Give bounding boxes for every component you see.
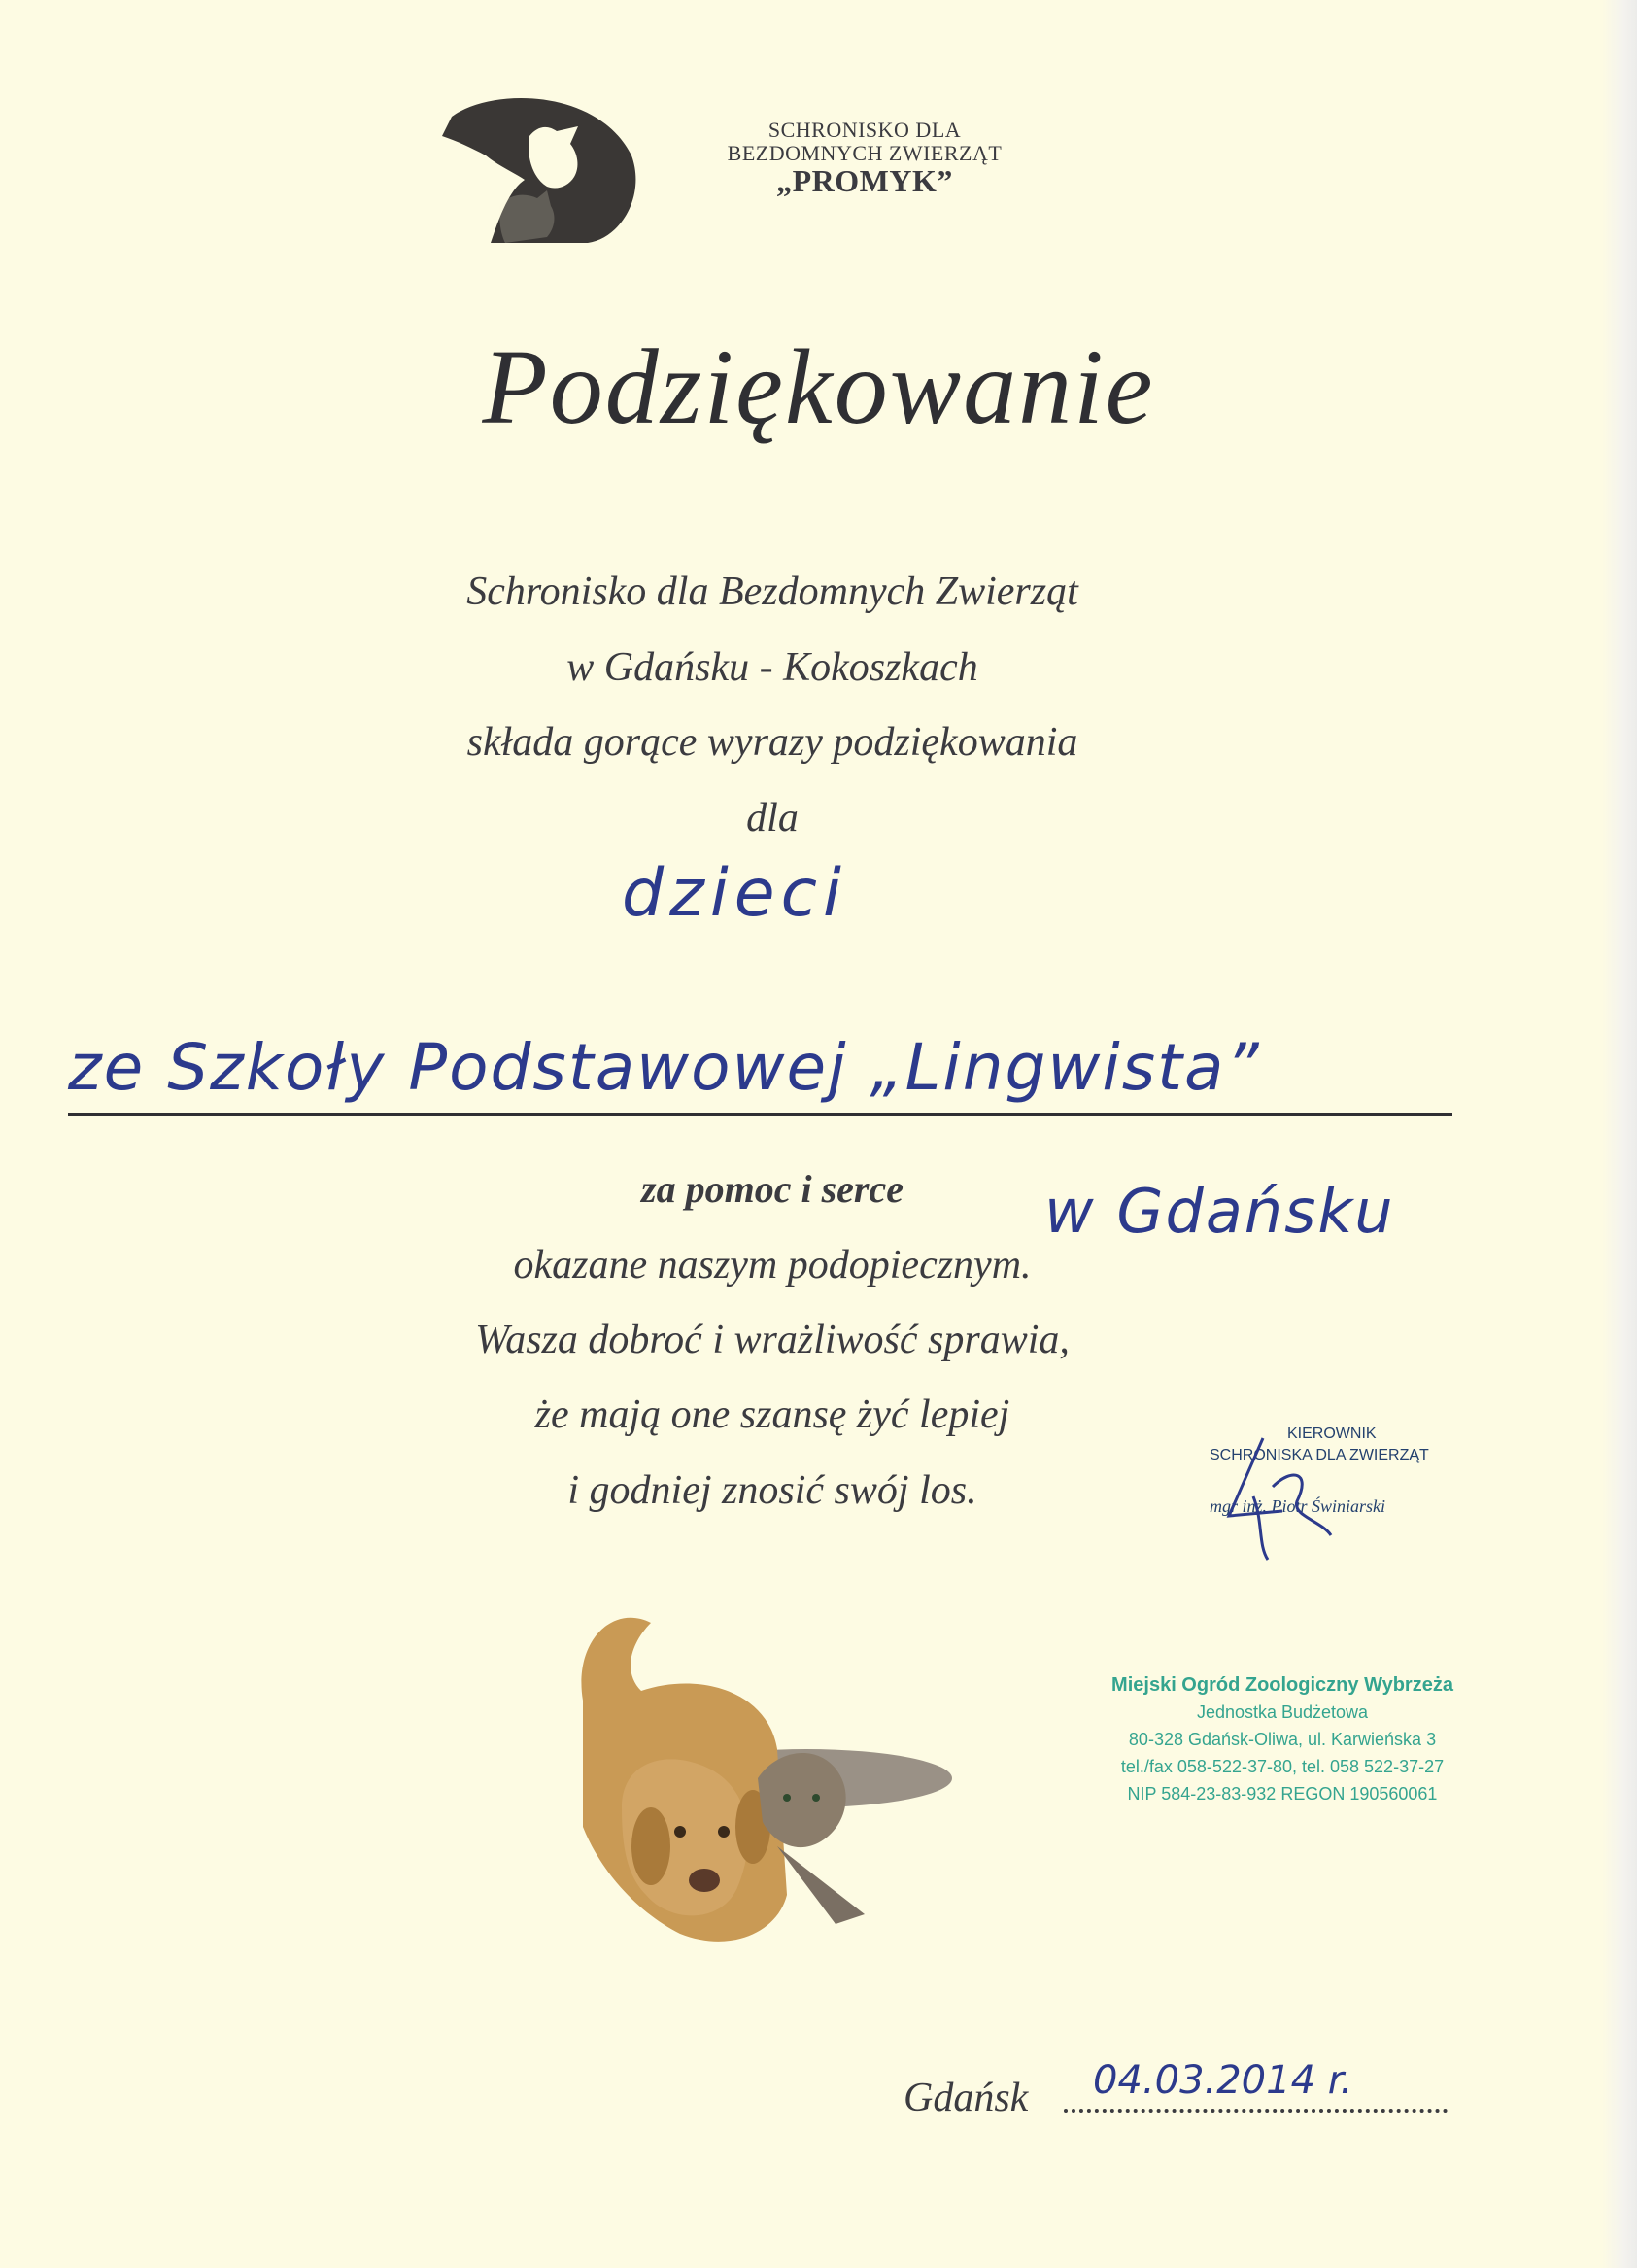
date-dotted-line <box>1064 2109 1448 2113</box>
zoo-stamp-line1: Miejski Ogród Zoologiczny Wybrzeża <box>1111 1674 1453 1696</box>
stamp-line2: SCHRONISKA DLA ZWIERZĄT <box>1210 1447 1429 1463</box>
zoo-stamp-line4: tel./fax 058-522-37-80, tel. 058 522-37-27 <box>1120 1757 1445 1776</box>
handwritten-recipient2: ze Szkoły Podstawowej „Lingwista” <box>68 1030 1261 1105</box>
organization-header <box>661 118 1069 198</box>
body-line1: Schronisko dla Bezdomnych Zwierząt <box>466 569 1078 614</box>
certificate-title: Podziękowanie <box>482 327 1155 446</box>
org-line1: SCHRONISKO DLA <box>767 118 962 142</box>
handwritten-recipient1: dzieci <box>622 855 847 932</box>
stamp-line1: KIEROWNIK <box>1287 1426 1377 1442</box>
body-line4: dla <box>746 796 799 841</box>
body-line3: składa gorące wyrazy podziękowania <box>466 720 1078 765</box>
recipient-underline <box>68 1113 1452 1116</box>
bold-line: za pomoc i serce <box>641 1167 904 1211</box>
body-line7: że mają one szansę żyć lepiej <box>534 1392 1010 1437</box>
zoo-stamp-line3: 80-328 Gdańsk-Oliwa, ul. Karwieńska 3 <box>1128 1730 1437 1749</box>
handwritten-date: 04.03.2014 r. <box>1093 2058 1353 2103</box>
body-line2: w Gdańsku - Kokoszkach <box>566 645 978 690</box>
handwritten-city: w Gdańsku <box>1044 1176 1395 1247</box>
footer-city: Gdańsk <box>904 2076 1029 2120</box>
dog-and-cat-photo <box>544 1584 981 2011</box>
zoo-stamp-line2: Jednostka Budżetowa <box>1196 1702 1369 1722</box>
handwritten-signature <box>1205 1428 1399 1574</box>
org-name: „PROMYK” <box>776 163 953 198</box>
body-line8: i godniej znosić swój los. <box>567 1468 977 1513</box>
shelter-logo <box>432 97 641 253</box>
org-line2: BEZDOMNYCH ZWIERZĄT <box>727 141 1003 165</box>
body-line6: Wasza dobroć i wrażliwość sprawia, <box>475 1318 1070 1362</box>
zoo-stamp <box>1059 1671 1506 1807</box>
zoo-stamp-line5: NIP 584-23-83-932 REGON 190560061 <box>1127 1784 1438 1804</box>
stamp-line3: mgr inż. Piotr Świniarski <box>1210 1496 1386 1516</box>
body-line5: okazane naszym podopiecznym. <box>513 1243 1032 1288</box>
